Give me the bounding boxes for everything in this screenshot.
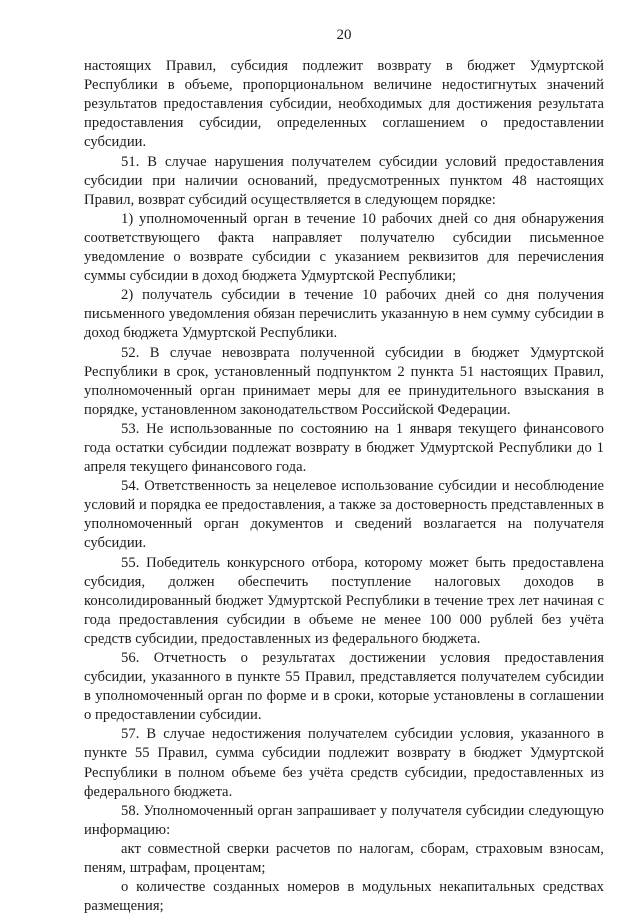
paragraph-51-item-1: 1) уполномоченный орган в течение 10 рабочих дней со дня обнаружения соответствующего факта направляет получателю субсидии письменное уведомление о возврате субсидии с указанием реквизитов для перечисления суммы субсидии в доход бюджета Удмуртской Республики; <box>84 210 604 285</box>
page-number: 20 <box>336 27 352 43</box>
paragraph-51: 51. В случае нарушения получателем субсидии условий предоставления субсидии при наличии оснований, предусмотренных пунктом 48 настоящих Правил, возврат субсидий осуществляется в следующем порядке: <box>84 153 604 208</box>
paragraph-55: 55. Победитель конкурсного отбора, которому может быть предоставлена субсидия, должен обеспечить поступление налоговых доходов в консолидированный бюджет Удмуртской Республики в течение трех лет начиная с года предоставления субсидии в объеме не менее 100 000 рублей без учёта средств субсидии, предоставленных из федерального бюджета. <box>84 554 604 647</box>
paragraph: настоящих Правил, субсидия подлежит возврату в бюджет Удмуртской Республики в объеме, пропорциональном величине недостигнутых значений результатов предоставления субсидии, необходимых для достижения результата предоставления субсидии, определенных соглашением о предоставлении субсидии. <box>84 58 604 151</box>
paragraph-52: 52. В случае невозврата полученной субсидии в бюджет Удмуртской Республики в срок, установленный подпунктом 2 пункта 51 настоящих Правил, уполномоченный орган принимает меры для ее принудительного взыскания в порядке, установленном законодательством Российской Федерации. <box>84 344 604 418</box>
paragraph-58-item-rooms: о количестве созданных номеров в модульных некапитальных средствах размещения; <box>84 879 604 915</box>
paragraph-53: 53. Не использованные по состоянию на 1 января текущего финансового года остатки субсидии подлежат возврату в бюджет Удмуртской Республики до 1 апреля текущего финансового года. <box>84 420 604 476</box>
paragraph-54: 54. Ответственность за нецелевое использование субсидии и несоблюдение условий и порядка ее предоставления, а также за достоверность представленных в уполномоченный орган документов и сведений возлагается на получателя субсидии. <box>84 478 604 552</box>
document-page <box>84 26 604 916</box>
paragraph-58-item-act: акт совместной сверки расчетов по налогам, сборам, страховым взносам, пеням, штрафам, процентам; <box>84 840 604 877</box>
paragraph-51-item-2: 2) получатель субсидии в течение 10 рабочих дней со дня получения письменного уведомления обязан перечислить указанную в нем сумму субсидии в доход бюджета Удмуртской Республики. <box>84 287 604 342</box>
paragraph-58: 58. Уполномоченный орган запрашивает у получателя субсидии следующую информацию: <box>84 802 604 838</box>
paragraph-56: 56. Отчетность о результатах достижении условия предоставления субсидии, указанного в пункте 55 Правил, представляется получателем субсидии в уполномоченный орган по форме и в сроки, которые установлены в соглашении о предоставлении субсидии. <box>84 650 604 724</box>
paragraph-57: 57. В случае недостижения получателем субсидии условия, указанного в пункте 55 Правил, сумма субсидии подлежит возврату в бюджет Удмуртской Республики в полном объеме без учёта средств субсидии, предоставленных из федерального бюджета. <box>84 726 604 800</box>
